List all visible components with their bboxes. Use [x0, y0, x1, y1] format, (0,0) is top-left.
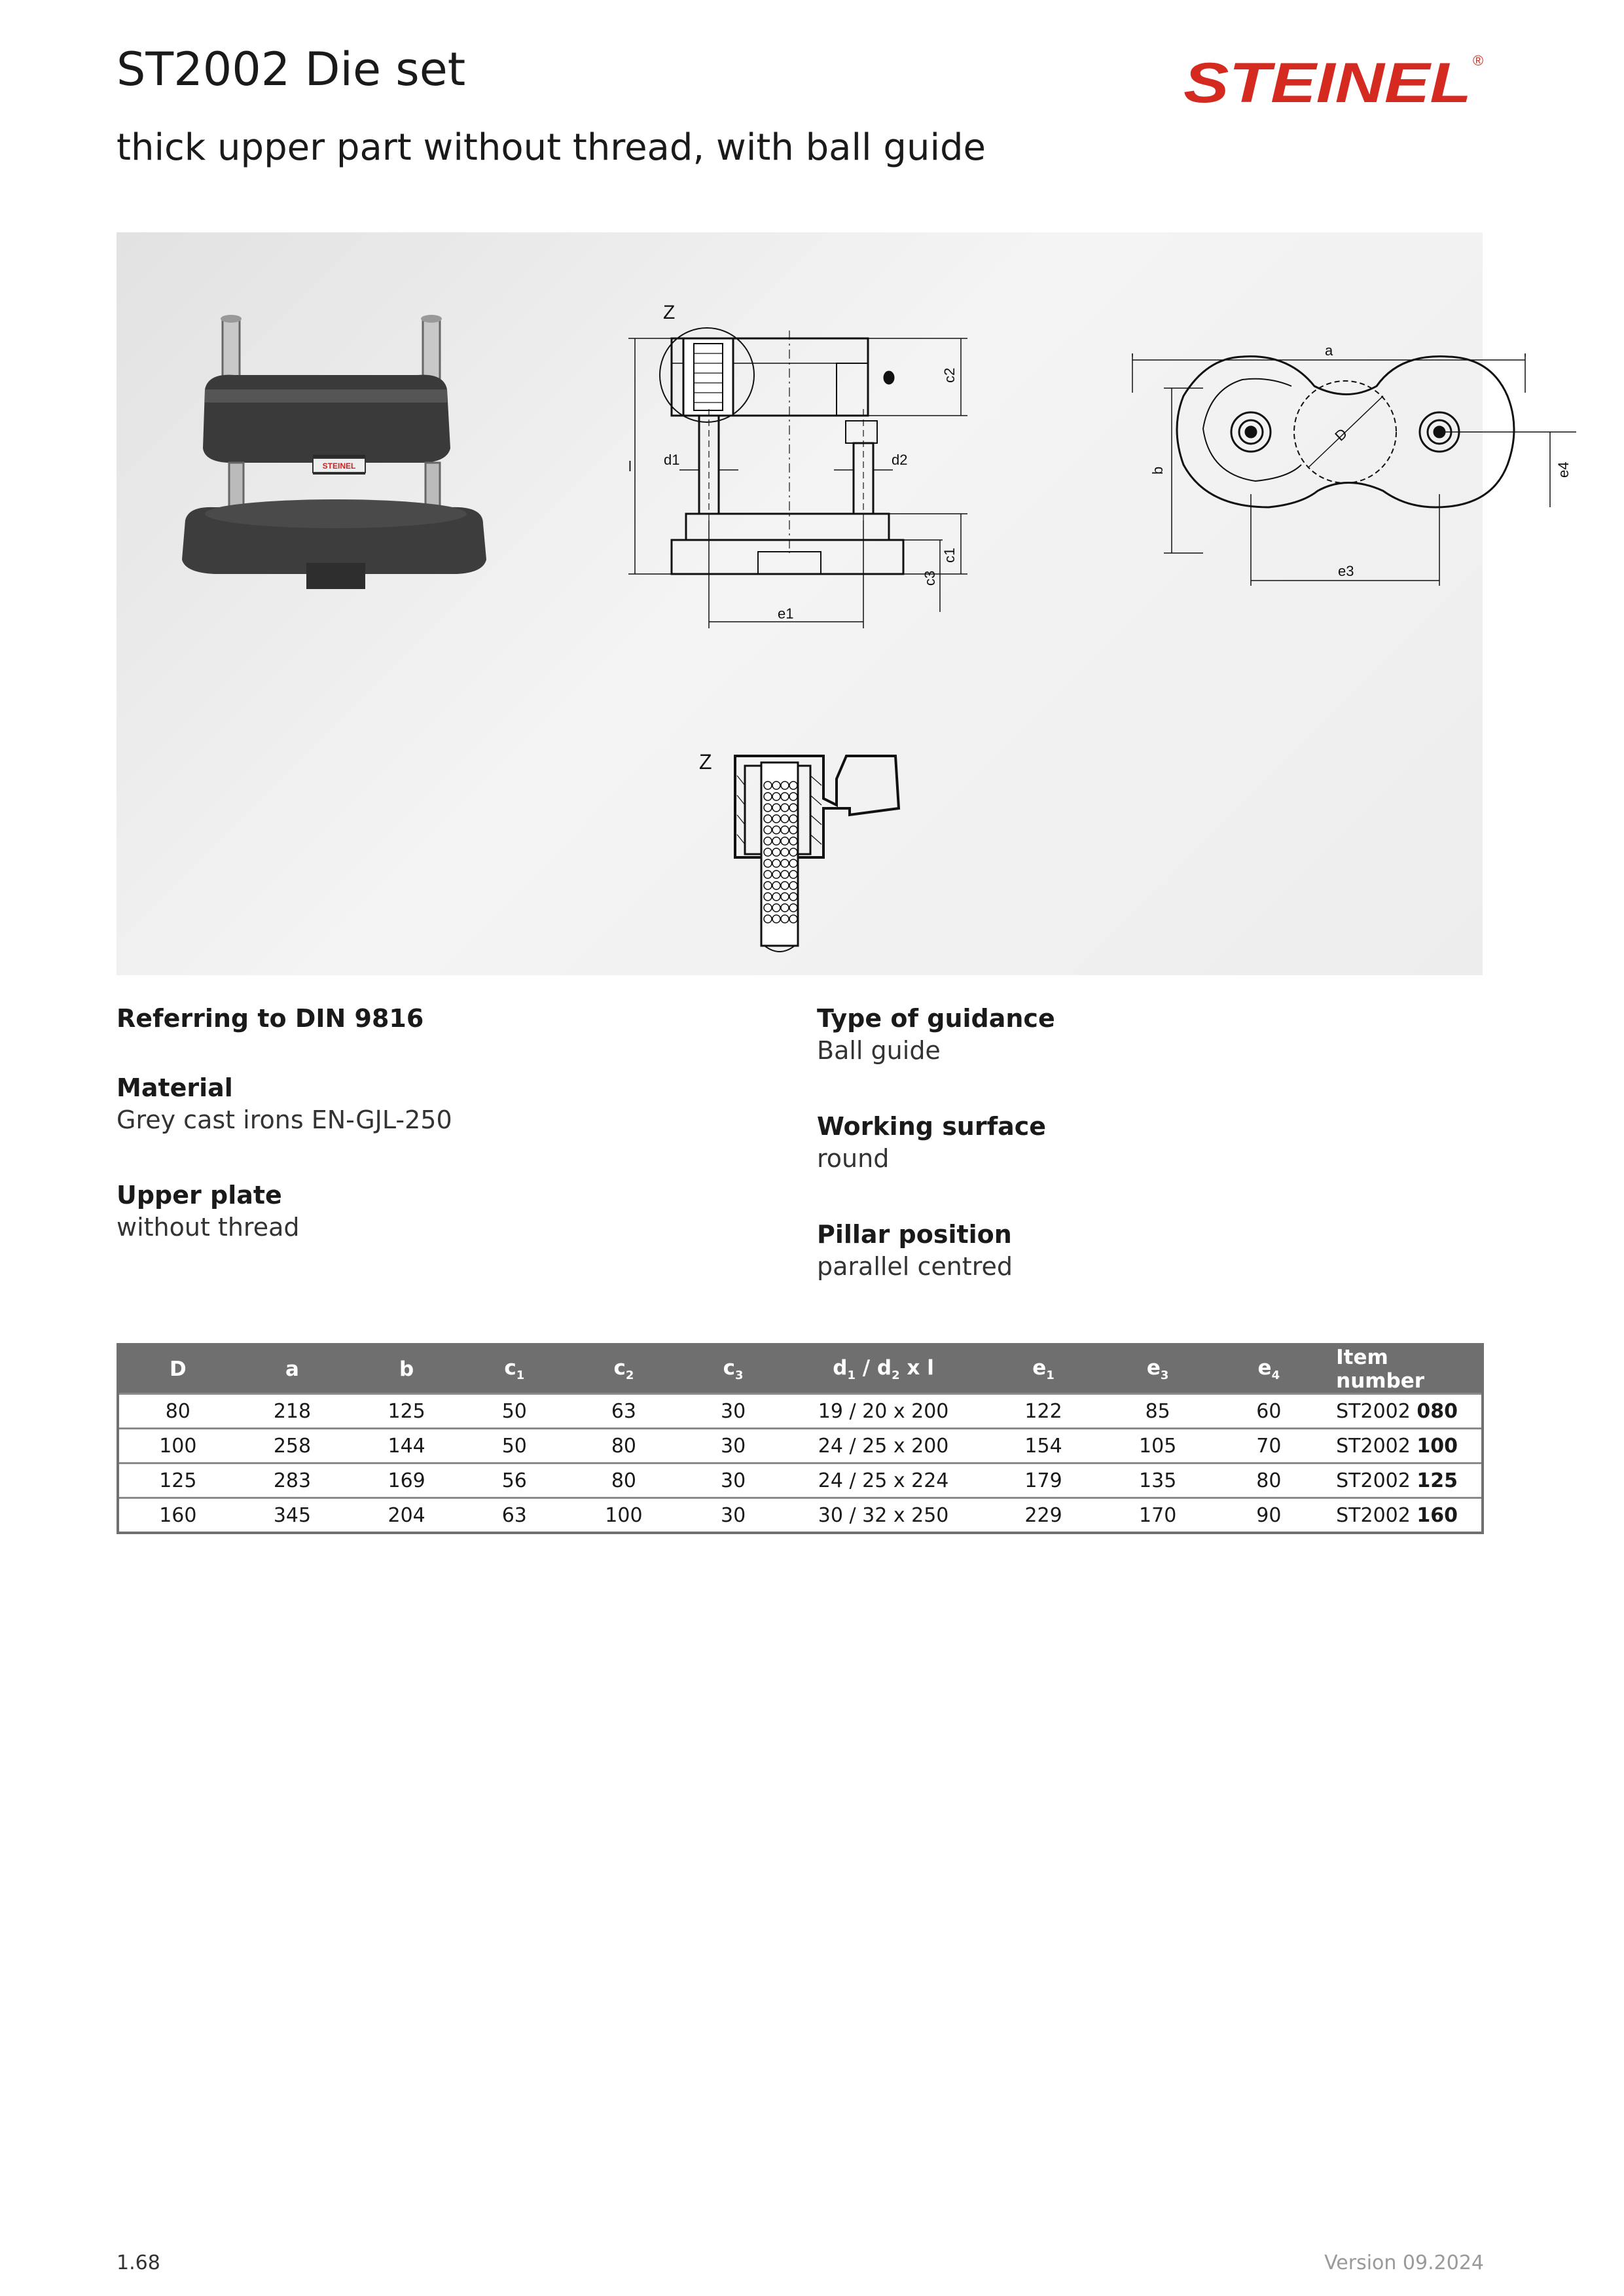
column-header: a [237, 1344, 348, 1394]
cell-item-number: ST2002 080 [1324, 1394, 1483, 1429]
cell-c2: 80 [564, 1463, 685, 1498]
cell-a: 345 [237, 1498, 348, 1534]
column-header: $c_3$ [684, 1344, 782, 1394]
cell-D: 80 [118, 1394, 237, 1429]
spec-value: Grey cast irons EN-GJL-250 [117, 1105, 452, 1135]
spec-upper-plate [117, 1179, 300, 1244]
detail-z-label-2: Z [699, 750, 712, 774]
cell-D: 100 [118, 1429, 237, 1463]
cell-item-number: ST2002 125 [1324, 1463, 1483, 1498]
cell-a: 283 [237, 1463, 348, 1498]
product-photo [182, 315, 486, 589]
cell-b: 125 [348, 1394, 465, 1429]
cell-dl: 30 / 32 x 250 [782, 1498, 984, 1534]
spec-value: parallel centred [817, 1252, 1013, 1282]
product-figure [117, 232, 1572, 975]
cell-e3: 85 [1102, 1394, 1214, 1429]
cell-item-number: ST2002 100 [1324, 1429, 1483, 1463]
spec-working-surface [817, 1111, 1046, 1175]
table-row [118, 1463, 1483, 1498]
cell-a: 258 [237, 1429, 348, 1463]
cell-b: 169 [348, 1463, 465, 1498]
spec-label: Pillar position [817, 1220, 1012, 1249]
steinel-logo [1183, 51, 1485, 115]
cell-c3: 30 [684, 1498, 782, 1534]
spec-label: Type of guidance [817, 1004, 1055, 1033]
page-subtitle: thick upper part without thread, with ball guide [117, 126, 986, 169]
cell-D: 125 [118, 1463, 237, 1498]
cell-D: 160 [118, 1498, 237, 1534]
dim-d1: d1 [664, 452, 680, 468]
table-row [118, 1498, 1483, 1534]
top-view-drawing [1132, 342, 1576, 586]
column-header: $e_4$ [1214, 1344, 1325, 1394]
page-title: ST2002 Die set [117, 43, 466, 96]
cell-e4: 90 [1214, 1498, 1325, 1534]
cell-e3: 105 [1102, 1429, 1214, 1463]
dim-c2: c2 [941, 367, 958, 383]
cell-e1: 229 [984, 1498, 1102, 1534]
column-header: $c_1$ [465, 1344, 564, 1394]
spec-value: round [817, 1144, 890, 1174]
detail-z-label: Z [663, 302, 676, 323]
cell-c2: 80 [564, 1429, 685, 1463]
version-label: Version 09.2024 [1324, 2251, 1484, 2274]
spec-label: Referring to DIN 9816 [117, 1004, 424, 1033]
cell-e1: 179 [984, 1463, 1102, 1498]
cell-dl: 24 / 25 x 224 [782, 1463, 984, 1498]
dim-D: D [1331, 425, 1351, 444]
cell-a: 218 [237, 1394, 348, 1429]
column-header: $e_1$ [984, 1344, 1102, 1394]
cell-c2: 63 [564, 1394, 685, 1429]
dim-c1: c1 [941, 547, 958, 563]
spec-label: Upper plate [117, 1181, 282, 1210]
column-header: $d_1 / d_2$ x l [782, 1344, 984, 1394]
cell-e4: 70 [1214, 1429, 1325, 1463]
logo-wordmark: STEINEL [1183, 52, 1471, 115]
dimensions-table [117, 1343, 1484, 1534]
cell-c3: 30 [684, 1429, 782, 1463]
dim-b: b [1149, 466, 1166, 475]
cell-b: 144 [348, 1429, 465, 1463]
dim-l: l [628, 458, 632, 475]
cell-c1: 63 [465, 1498, 564, 1534]
cell-c1: 50 [465, 1394, 564, 1429]
detail-z-drawing [699, 750, 899, 952]
table-header-row [118, 1344, 1483, 1394]
dim-c3: c3 [922, 570, 938, 586]
dim-e4: e4 [1555, 461, 1572, 478]
cell-b: 204 [348, 1498, 465, 1534]
technical-drawing [117, 232, 1572, 975]
spec-material [117, 1072, 452, 1137]
spec-pillar-position [817, 1219, 1013, 1283]
cell-e1: 122 [984, 1394, 1102, 1429]
cell-e3: 135 [1102, 1463, 1214, 1498]
spec-value: without thread [117, 1213, 300, 1242]
cell-dl: 19 / 20 x 200 [782, 1394, 984, 1429]
column-header: Item number [1324, 1344, 1483, 1394]
cell-dl: 24 / 25 x 200 [782, 1429, 984, 1463]
column-header: $e_3$ [1102, 1344, 1214, 1394]
spec-din [117, 1003, 424, 1035]
column-header: D [118, 1344, 237, 1394]
cell-e1: 154 [984, 1429, 1102, 1463]
cell-c1: 50 [465, 1429, 564, 1463]
cell-e3: 170 [1102, 1498, 1214, 1534]
cell-e4: 60 [1214, 1394, 1325, 1429]
dim-d2: d2 [892, 452, 908, 468]
dim-a: a [1325, 342, 1333, 359]
front-section-drawing [628, 302, 967, 628]
dim-e1: e1 [778, 605, 794, 622]
dim-e3: e3 [1338, 563, 1354, 579]
cell-c3: 30 [684, 1394, 782, 1429]
column-header: $c_2$ [564, 1344, 685, 1394]
spec-label: Working surface [817, 1112, 1047, 1141]
page-number: 1.68 [117, 2251, 160, 2274]
cell-c2: 100 [564, 1498, 685, 1534]
cell-c3: 30 [684, 1463, 782, 1498]
column-header: b [348, 1344, 465, 1394]
cell-item-number: ST2002 160 [1324, 1498, 1483, 1534]
logo-registered-mark: ® [1473, 52, 1484, 69]
spec-guidance [817, 1003, 1055, 1067]
spec-value: Ball guide [817, 1036, 941, 1066]
cell-e4: 80 [1214, 1463, 1325, 1498]
table-row [118, 1429, 1483, 1463]
cell-c1: 56 [465, 1463, 564, 1498]
spec-label: Material [117, 1073, 233, 1102]
table-row [118, 1394, 1483, 1429]
plate-label: STEINEL [322, 461, 356, 471]
